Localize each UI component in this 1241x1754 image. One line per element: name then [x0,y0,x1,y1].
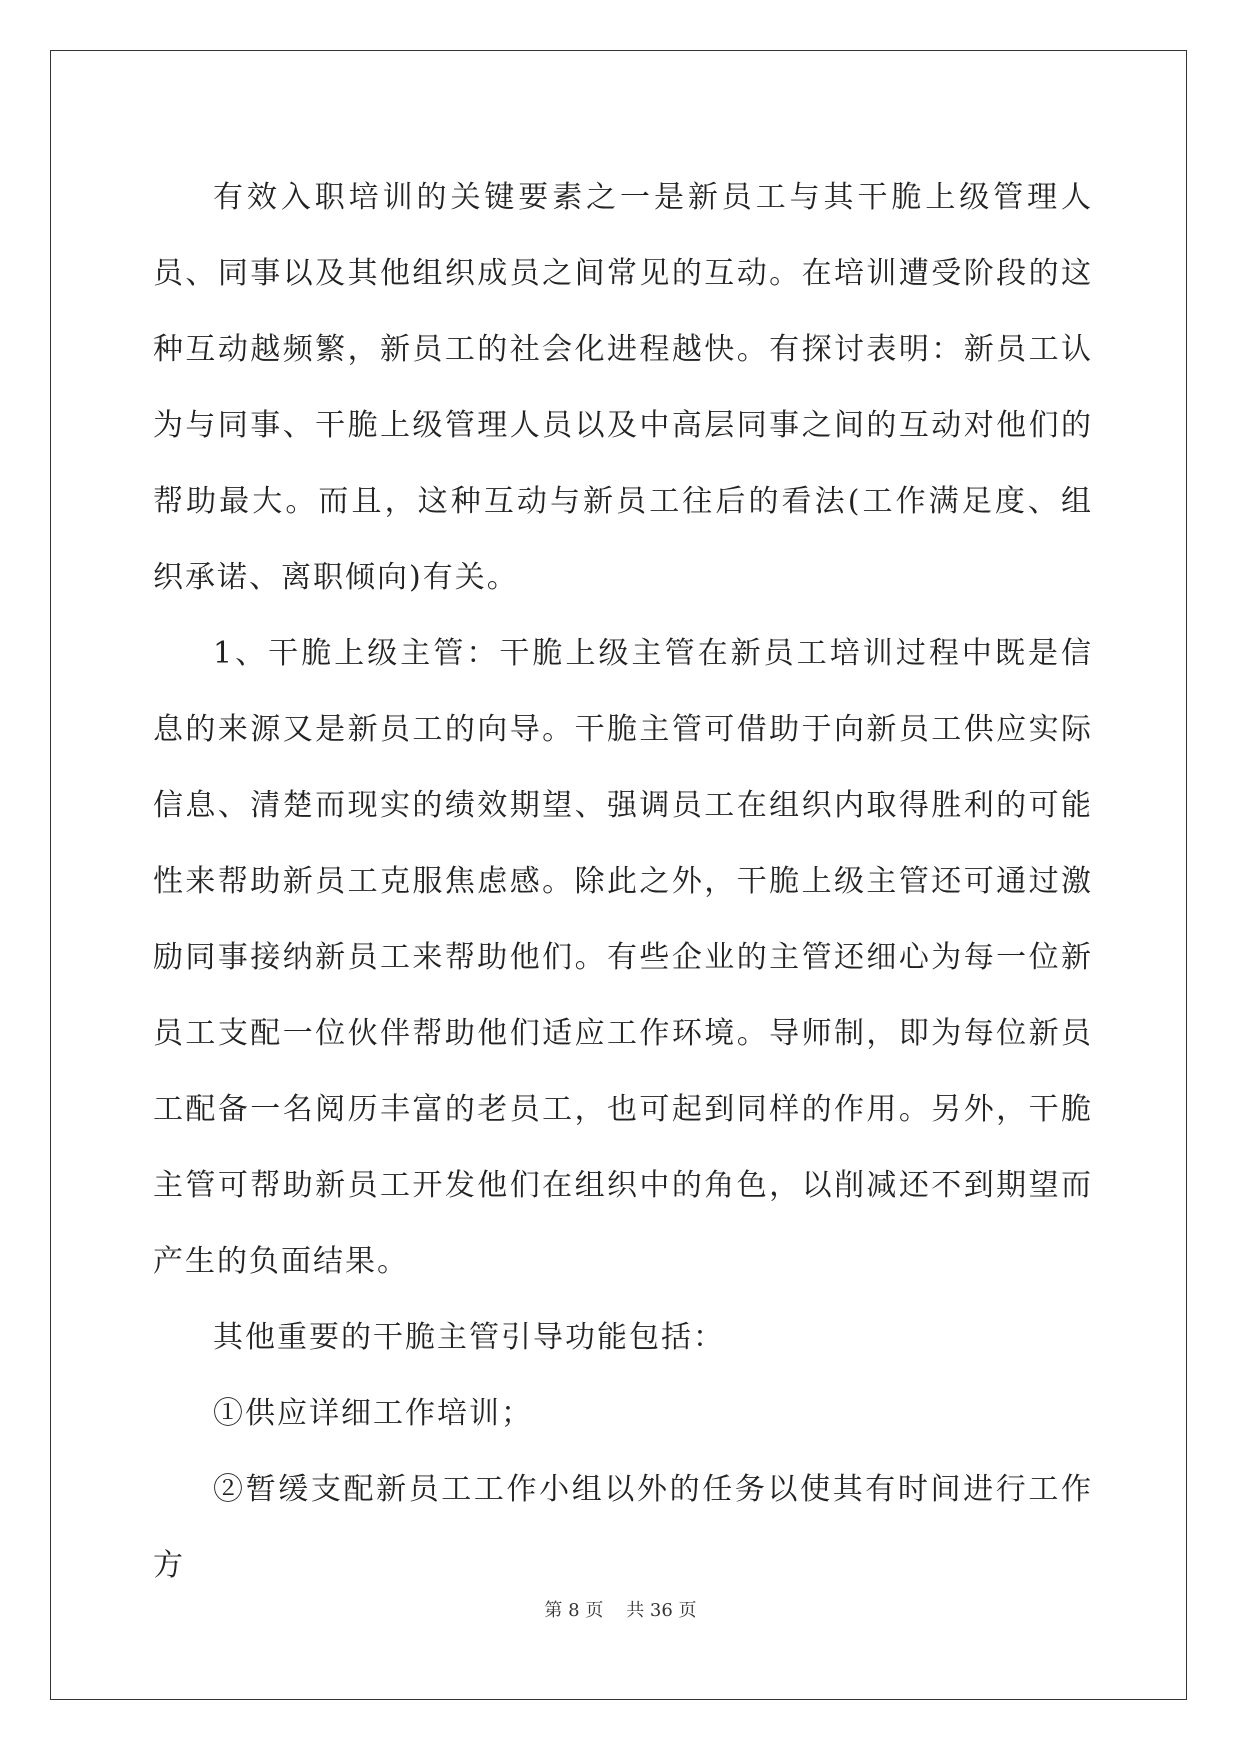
document-body [153,160,1093,1604]
page-number-footer: 第 8 页 共 36 页 [544,1600,697,1621]
list-item-1: ①供应详细工作培训； [213,1396,533,1431]
paragraph-direct-supervisor: 1、干脆上级主管：干脆上级主管在新员工培训过程中既是信息的来源又是新员工的向导。干脆主管可借助于向新员工供应实际信息、清楚而现实的绩效期望、强调员工在组织内取得胜利的可能性来帮助新员工克服焦虑感。除此之外，干脆上级主管还可通过激励同事接纳新员工来帮助他们。有些企业的主管还细心为每一位新员工支配一位伙伴帮助他们适应工作环境。导师制，即为每位新员工配备一名阅历丰富的老员工，也可起到同样的作用。另外，干脆主管可帮助新员工开发他们在组织中的角色，以削减还不到期望而产生的负面结果。 [153,636,1093,1279]
paragraph-intro: 有效入职培训的关键要素之一是新员工与其干脆上级管理人员、同事以及其他组织成员之间常见的互动。在培训遭受阶段的这种互动越频繁，新员工的社会化进程越快。有探讨表明：新员工认为与同事、干脆上级管理人员以及中高层同事之间的互动对他们的帮助最大。而且，这种互动与新员工往后的看法(工作满足度、组织承诺、离职倾向)有关。 [153,180,1093,595]
list-item-2: ②暂缓支配新员工工作小组以外的任务以使其有时间进行工作方 [153,1472,1093,1583]
paragraph-other-functions: 其他重要的干脆主管引导功能包括： [213,1320,725,1355]
